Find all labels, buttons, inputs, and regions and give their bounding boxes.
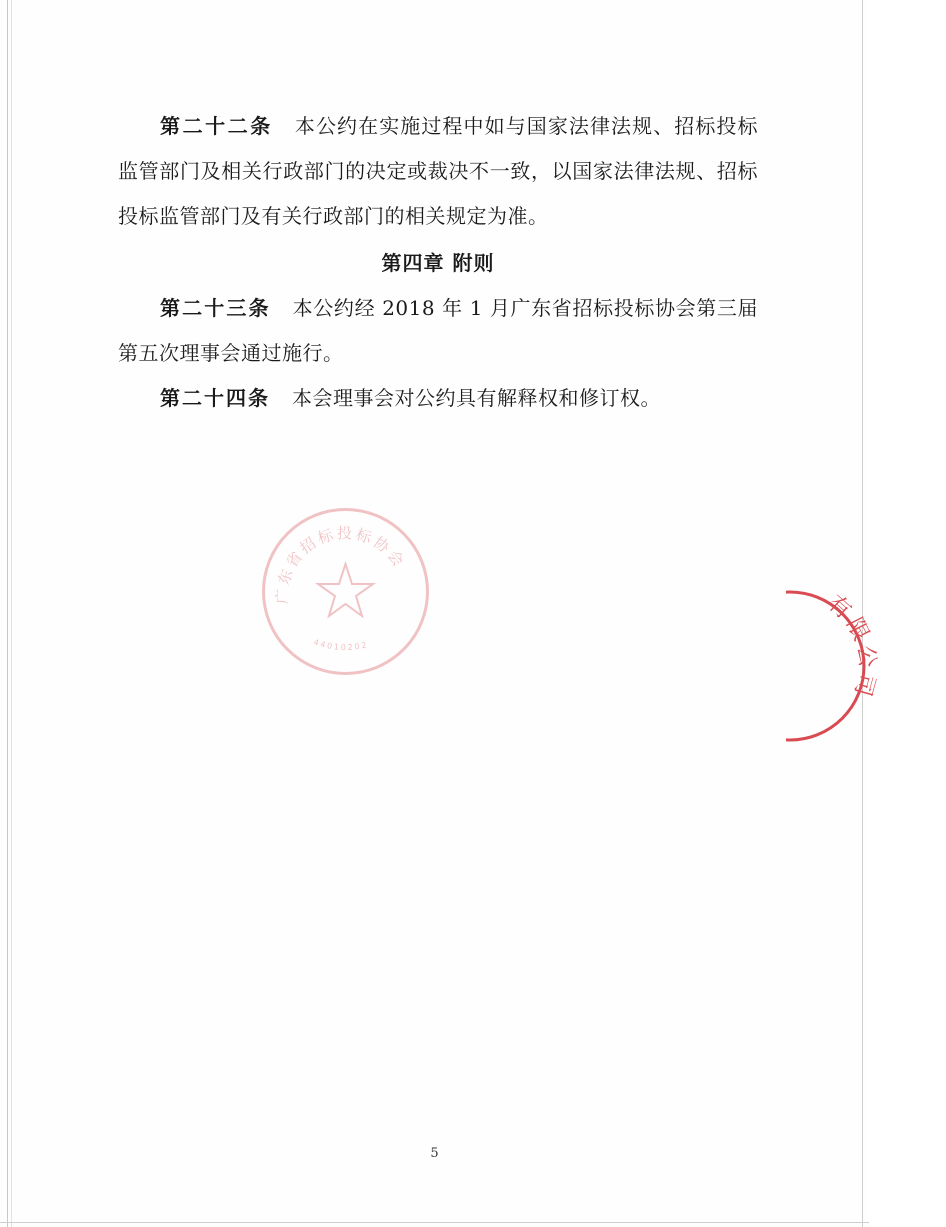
scan-edge-left-inner — [11, 0, 12, 1227]
article-24 — [118, 376, 758, 421]
edge-seal-graphic — [786, 586, 946, 746]
article-23 — [118, 286, 758, 376]
scan-edge-left — [7, 0, 8, 1227]
article-text: 本会理事会对公约具有解释权和修订权。 — [292, 386, 661, 410]
article-number: 第二十二条 — [160, 114, 273, 138]
scan-edge-bottom — [0, 1222, 869, 1223]
article-22 — [118, 104, 758, 239]
article-number: 第二十三条 — [160, 296, 271, 320]
page-number: 5 — [430, 1146, 439, 1161]
chapter-title: 第四章 附则 — [381, 251, 495, 275]
edge-seal — [786, 586, 880, 746]
seal-code: 44010202 — [312, 637, 370, 653]
seal-text: 广东省招标投标协会 — [273, 524, 410, 605]
official-seal — [258, 504, 433, 679]
article-text: 本公约经 2018 年 1 月广东省招标投标协会第三届第五次理事会通过施行。 — [118, 296, 759, 365]
document-body — [118, 104, 758, 421]
article-number: 第二十四条 — [160, 386, 270, 410]
star-icon — [318, 564, 373, 616]
edge-seal-text: 有限公司 — [822, 590, 880, 703]
article-text: 本公约在实施过程中如与国家法律法规、招标投标监管部门及相关行政部门的决定或裁决不一致，以国家法律法规、招标投标监管部门及有关行政部门的相关规定为准。 — [118, 114, 759, 228]
